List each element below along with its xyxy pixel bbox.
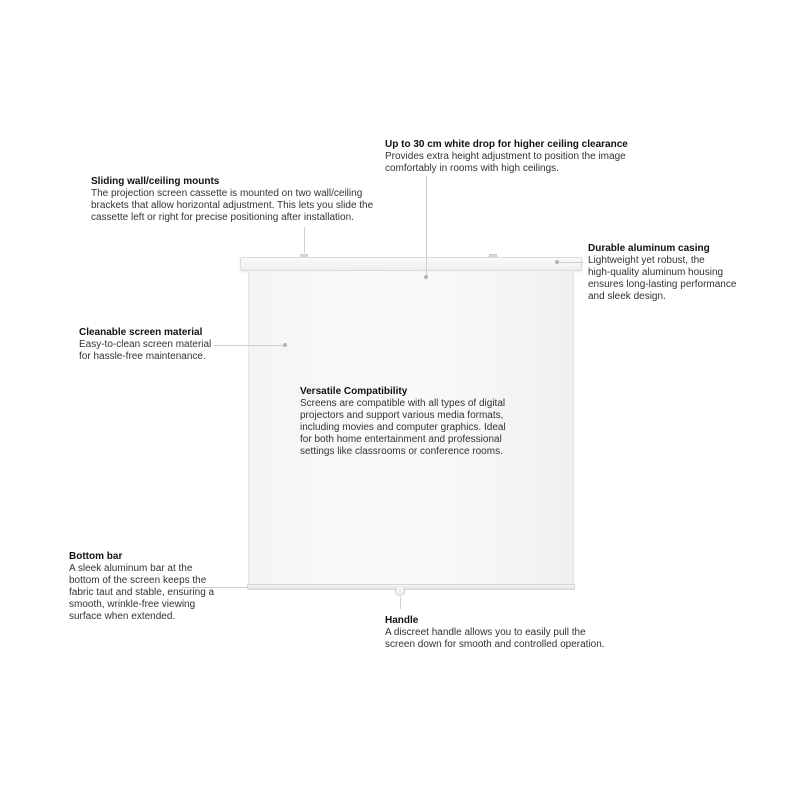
annotation-handle-line: screen down for smooth and controlled operation. [385,639,605,650]
annotation-casing-line: Lightweight yet robust, the [588,255,705,266]
annotation-material-line: Easy-to-clean screen material [79,339,212,350]
annotation-handle-title: Handle [385,615,419,626]
leader-line-casing [558,262,584,263]
annotation-material-line: for hassle-free maintenance. [79,351,206,362]
annotation-casing-title: Durable aluminum casing [588,243,710,254]
marker-material [283,343,287,347]
annotation-drop-line: comfortably in rooms with high ceilings. [385,163,559,174]
marker-drop [424,275,428,279]
annotation-compat-line: including movies and computer graphics. Ideal [300,422,506,433]
leader-line-mounts [304,227,305,253]
annotation-casing-line: high-quality aluminum housing [588,267,724,278]
annotation-compat [300,386,540,458]
annotation-compat-line: Screens are compatible with all types of digital [300,398,506,409]
annotation-bottom-line: smooth, wrinkle-free viewing [69,599,196,610]
annotation-mounts-line: cassette left or right for precise positioning after installation. [91,212,354,223]
annotation-bottom-line: surface when extended. [69,611,176,622]
annotation-casing-line: and sleek design. [588,291,666,302]
leader-line-drop [426,176,427,276]
annotation-material [79,327,239,363]
annotation-mounts [91,176,401,224]
annotation-material-title: Cleanable screen material [79,327,203,338]
annotation-compat-title: Versatile Compatibility [300,386,408,397]
annotation-bottom-line: A sleek aluminum bar at the [69,563,193,574]
annotation-mounts-line: The projection screen cassette is mounted on two wall/ceiling [91,188,363,199]
annotation-mounts-line: brackets that allow horizontal adjustment. This lets you slide the [91,200,374,211]
annotation-bottom-line: fabric taut and stable, ensuring a [69,587,215,598]
annotation-casing [588,243,788,303]
aluminum-casing [240,257,582,271]
annotation-drop-line: Provides extra height adjustment to position the image [385,151,626,162]
leader-line-handle [400,597,401,609]
annotation-bottom-line: bottom of the screen keeps the [69,575,207,586]
annotation-bottom [69,551,239,623]
pull-handle [395,588,405,596]
annotation-drop [385,139,685,175]
annotation-drop-title: Up to 30 cm white drop for higher ceiling clearance [385,139,628,150]
annotation-handle-line: A discreet handle allows you to easily pull the [385,627,586,638]
marker-casing [555,260,559,264]
annotation-compat-line: projectors and support various media formats, [300,410,504,421]
bottom-bar [247,584,575,590]
annotation-bottom-title: Bottom bar [69,551,123,562]
annotation-casing-line: ensures long-lasting performance [588,279,737,290]
annotation-compat-line: settings like classrooms or conference rooms. [300,446,503,457]
annotation-mounts-title: Sliding wall/ceiling mounts [91,176,220,187]
annotation-compat-line: for both home entertainment and professional [300,434,502,445]
annotation-handle [385,615,645,651]
